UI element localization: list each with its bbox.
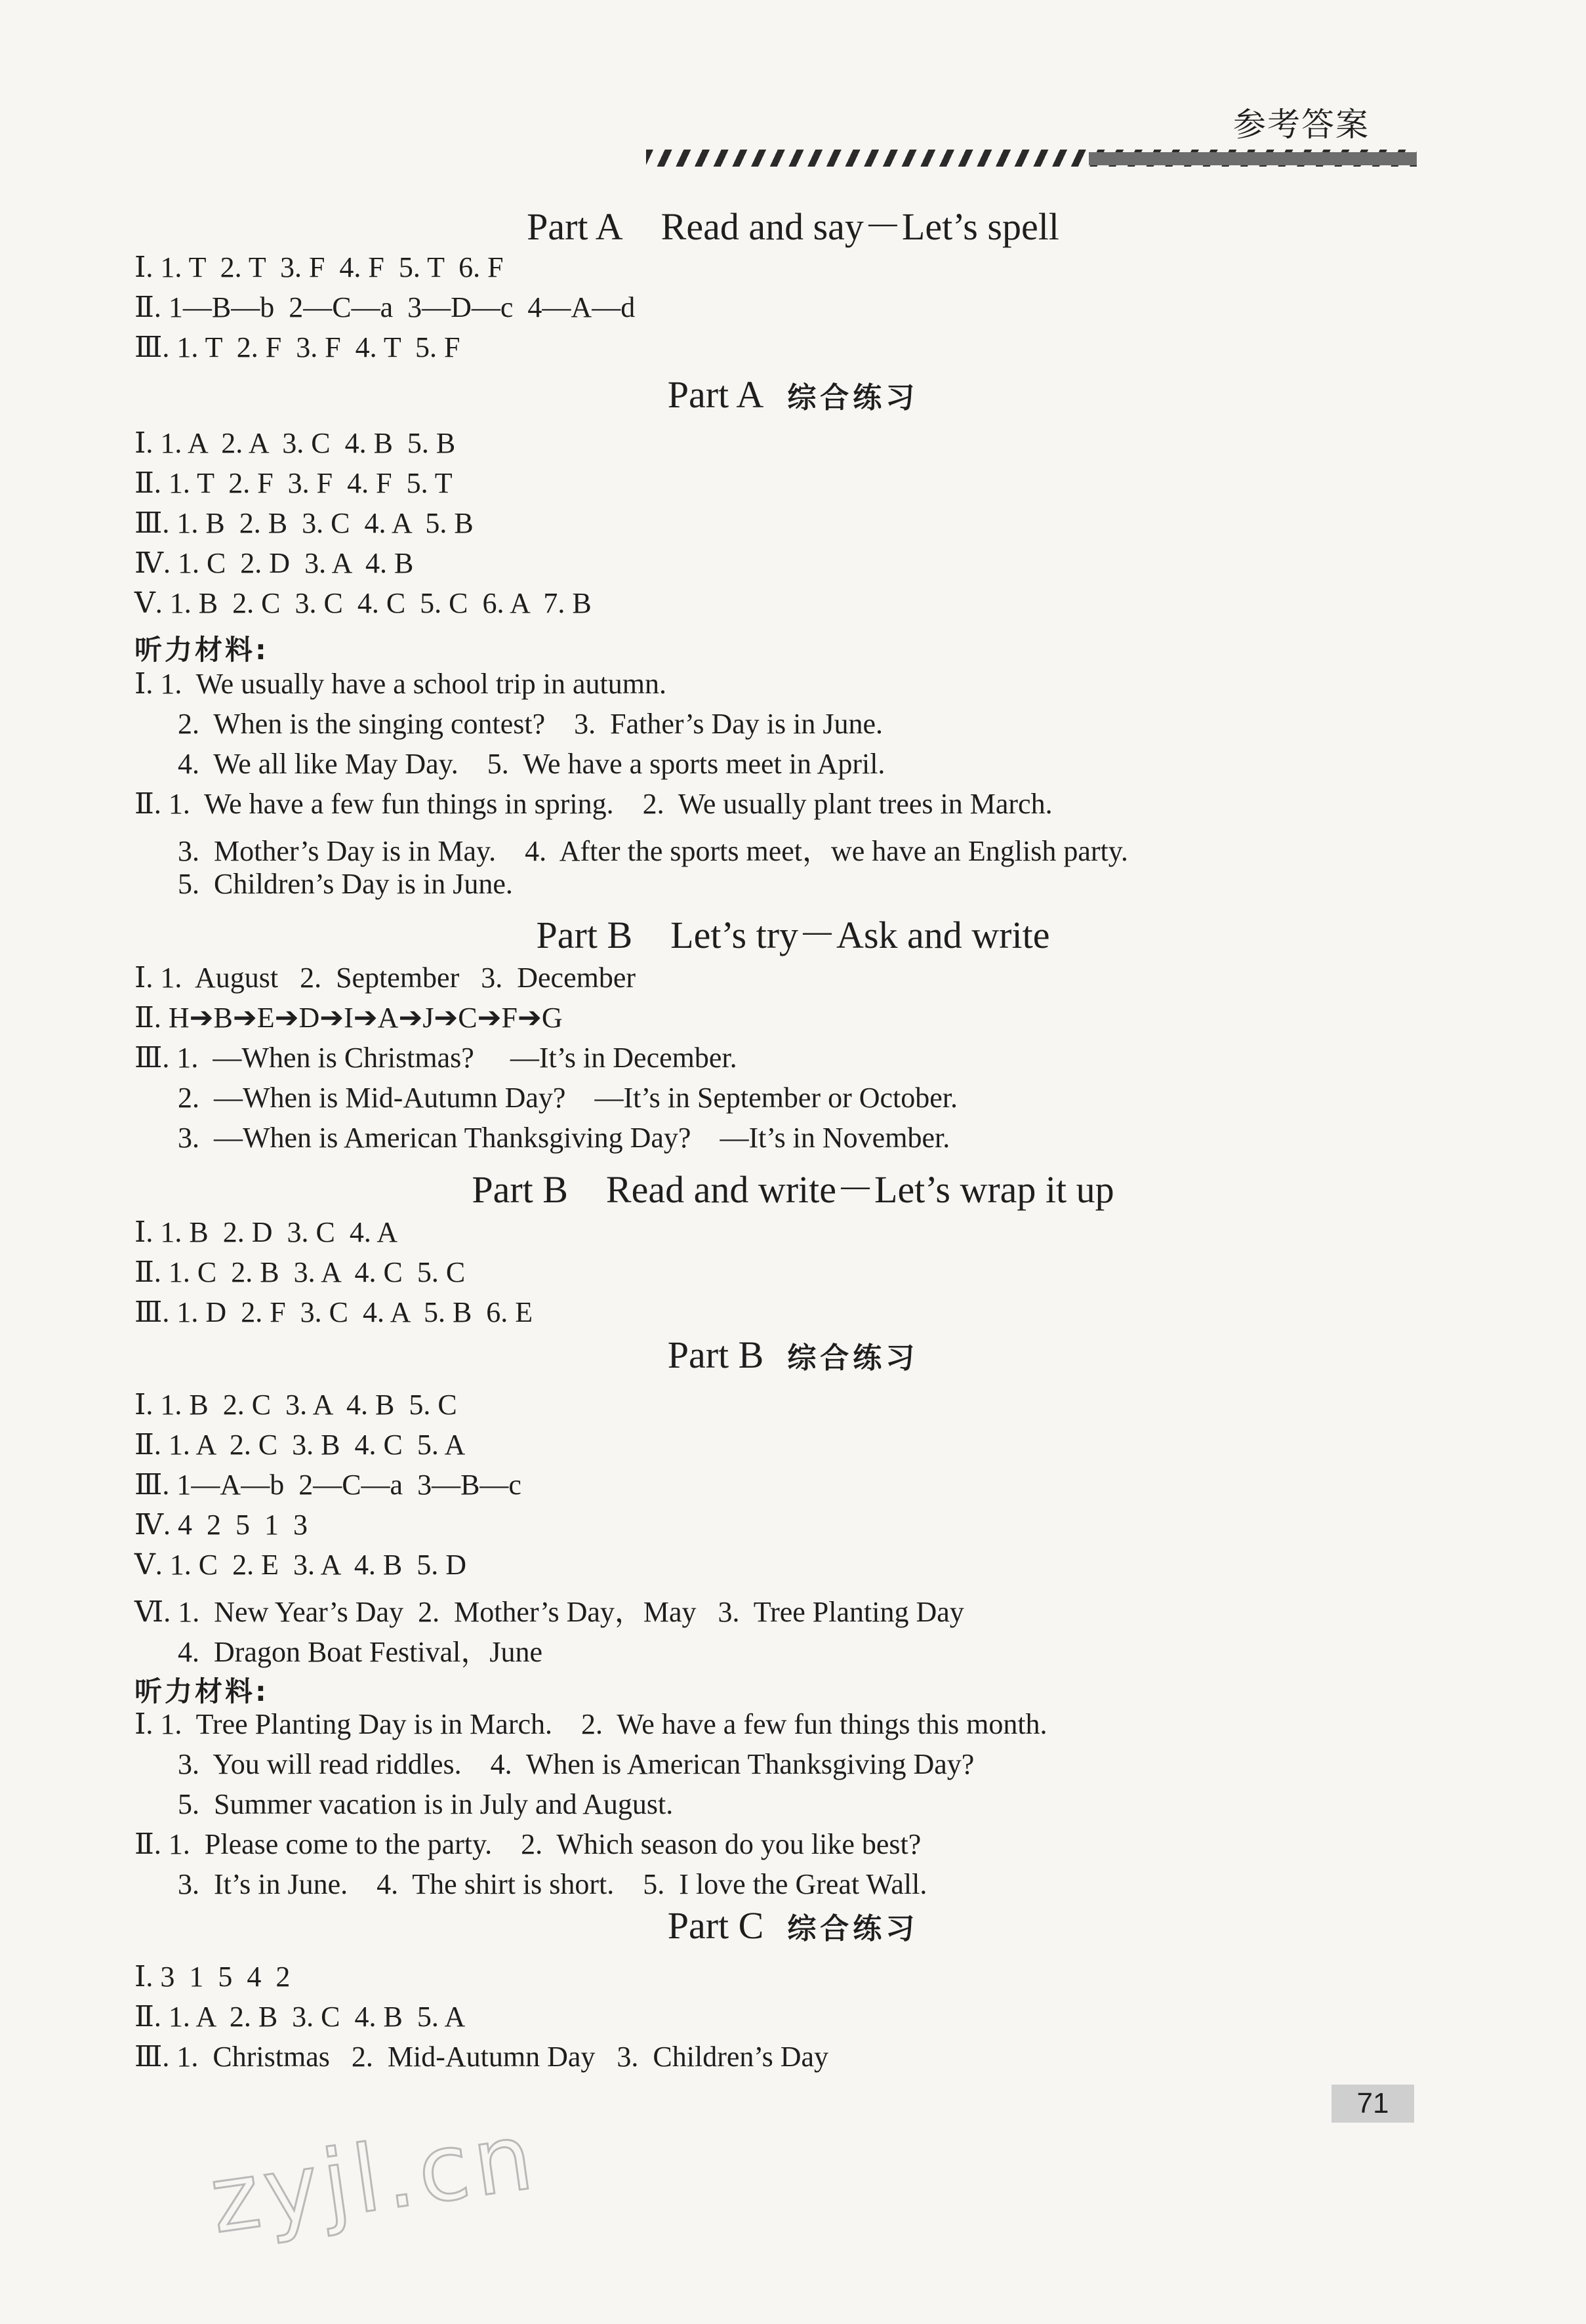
answer-line: Ⅲ. 1—A—b 2—C—a 3—B—c <box>134 1469 521 1501</box>
section-title-cn: 综合练习 <box>787 381 919 415</box>
listening-line: Ⅱ. 1. We have a few fun things in spring. 2. We usually plant trees in March. <box>134 788 1053 820</box>
section-title <box>0 1333 1586 1377</box>
section-title: Part B Read and write－Let’s wrap it up <box>472 1168 1114 1211</box>
section-title-cn: 综合练习 <box>787 1912 919 1946</box>
listening-caption: 听力材料: <box>134 634 269 666</box>
listening-line: Ⅱ. 1. Please come to the party. 2. Which season do you like best? <box>134 1828 922 1860</box>
listening-line: Ⅰ. 1. We usually have a school trip in autumn. <box>134 668 666 700</box>
answer-line: Ⅱ. 1. C 2. B 3. A 4. C 5. C <box>134 1256 466 1288</box>
watermark-logo: zyjl.cn <box>204 2102 544 2255</box>
answer-line: Ⅲ. 1. T 2. F 3. F 4. T 5. F <box>134 331 460 363</box>
answer-line: Ⅱ. 1. T 2. F 3. F 4. F 5. T <box>134 467 453 499</box>
listening-line: 5. Children’s Day is in June. <box>134 868 513 900</box>
answer-line: Ⅰ. 3 1 5 4 2 <box>134 1961 291 1993</box>
listening-line: 5. Summer vacation is in July and August. <box>134 1788 674 1820</box>
section-title-en: Part A <box>667 373 764 416</box>
answer-line: Ⅳ. 4 2 5 1 3 <box>134 1509 308 1541</box>
answer-line: Ⅱ. 1. A 2. C 3. B 4. C 5. A <box>134 1429 466 1461</box>
answer-line: Ⅴ. 1. C 2. E 3. A 4. B 5. D <box>134 1549 467 1581</box>
answer-line: Ⅰ. 1. August 2. September 3. December <box>134 962 636 994</box>
answer-line: Ⅳ. 1. C 2. D 3. A 4. B <box>134 547 414 579</box>
listening-line: 4. We all like May Day. 5. We have a sports meet in April. <box>134 748 885 780</box>
answer-line: Ⅰ. 1. B 2. D 3. C 4. A <box>134 1216 398 1248</box>
listening-caption: 听力材料: <box>134 1675 269 1707</box>
answer-line: Ⅴ. 1. B 2. C 3. C 4. C 5. C 6. A 7. B <box>134 587 592 619</box>
answer-line: Ⅲ. 1. —When is Christmas? —It’s in December. <box>134 1042 737 1074</box>
answer-line: 4. Dragon Boat Festival，June <box>134 1636 543 1668</box>
answer-line: Ⅲ. 1. Christmas 2. Mid-Autumn Day 3. Children’s Day <box>134 2041 829 2073</box>
listening-line: 3. You will read riddles. 4. When is American Thanksgiving Day? <box>134 1748 975 1780</box>
section-title-cn: 综合练习 <box>787 1341 919 1375</box>
listening-line: Ⅰ. 1. Tree Planting Day is in March. 2. We have a few fun things this month. <box>134 1708 1047 1740</box>
section-title: Part A Read and say－Let’s spell <box>527 205 1059 248</box>
answer-line: Ⅲ. 1. B 2. B 3. C 4. A 5. B <box>134 507 474 539</box>
section-title-en: Part B <box>667 1334 764 1376</box>
answer-line: Ⅱ. H➔B➔E➔D➔I➔A➔J➔C➔F➔G <box>134 1002 563 1034</box>
listening-line: 3. It’s in June. 4. The shirt is short. 5. I love the Great Wall. <box>134 1868 927 1900</box>
answer-line: 3. —When is American Thanksgiving Day? —It’s in November. <box>134 1122 950 1154</box>
section-title-en: Part C <box>667 1904 764 1947</box>
answer-line: Ⅰ. 1. A 2. A 3. C 4. B 5. B <box>134 427 456 459</box>
section-title <box>0 1904 1586 1947</box>
listening-line: 3. Mother’s Day is in May. 4. After the sports meet，we have an English party. <box>134 835 1128 867</box>
answer-line: Ⅰ. 1. T 2. T 3. F 4. F 5. T 6. F <box>134 251 504 283</box>
header-solid-bar <box>1089 152 1417 165</box>
section-title <box>0 373 1586 417</box>
answer-line: 2. —When is Mid-Autumn Day? —It’s in September or October. <box>134 1082 958 1114</box>
answer-line: Ⅲ. 1. D 2. F 3. C 4. A 5. B 6. E <box>134 1296 533 1328</box>
listening-line: 2. When is the singing contest? 3. Father’s Day is in June. <box>134 708 884 740</box>
answer-line: Ⅱ. 1—B—b 2—C—a 3—D—c 4—A—d <box>134 291 636 323</box>
answer-line: Ⅰ. 1. B 2. C 3. A 4. B 5. C <box>134 1389 457 1421</box>
answer-line: Ⅱ. 1. A 2. B 3. C 4. B 5. A <box>134 2001 466 2033</box>
section-title: Part B Let’s try－Ask and write <box>536 914 1050 956</box>
answer-line: Ⅵ. 1. New Year’s Day 2. Mother’s Day，May 3. Tree Planting Day <box>134 1596 964 1628</box>
header-label: 参考答案 <box>1233 106 1370 144</box>
page-number: 71 <box>1332 2085 1414 2123</box>
